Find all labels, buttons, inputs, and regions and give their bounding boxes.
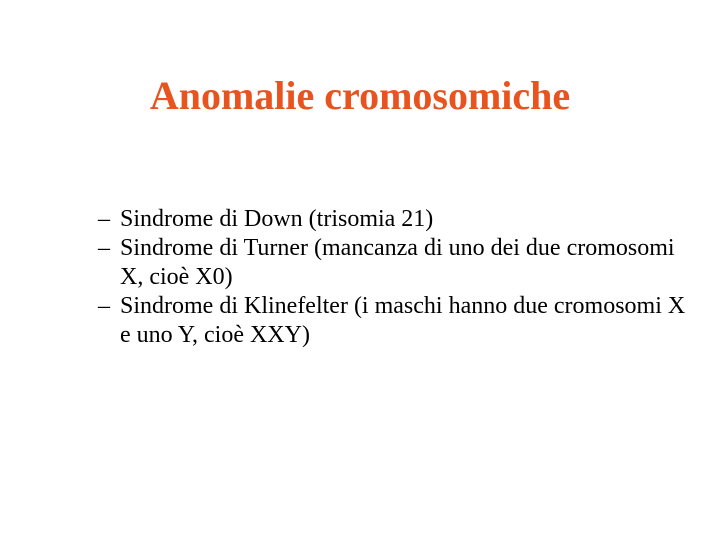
dash-marker: – (98, 206, 110, 232)
dash-marker: – (98, 293, 110, 319)
bullet-list (98, 205, 688, 350)
bullet-item (98, 292, 688, 350)
dash-marker: – (98, 235, 110, 261)
bullet-text: Sindrome di Turner (mancanza di uno dei due cromosomi X, cioè X0) (120, 235, 675, 290)
bullet-text: Sindrome di Klinefelter (i maschi hanno due cromosomi X e uno Y, cioè XXY) (120, 293, 686, 348)
bullet-item (98, 205, 688, 234)
slide-title: Anomalie cromosomiche (149, 73, 571, 118)
bullet-text: Sindrome di Down (trisomia 21) (120, 206, 434, 232)
bullet-item (98, 234, 688, 292)
